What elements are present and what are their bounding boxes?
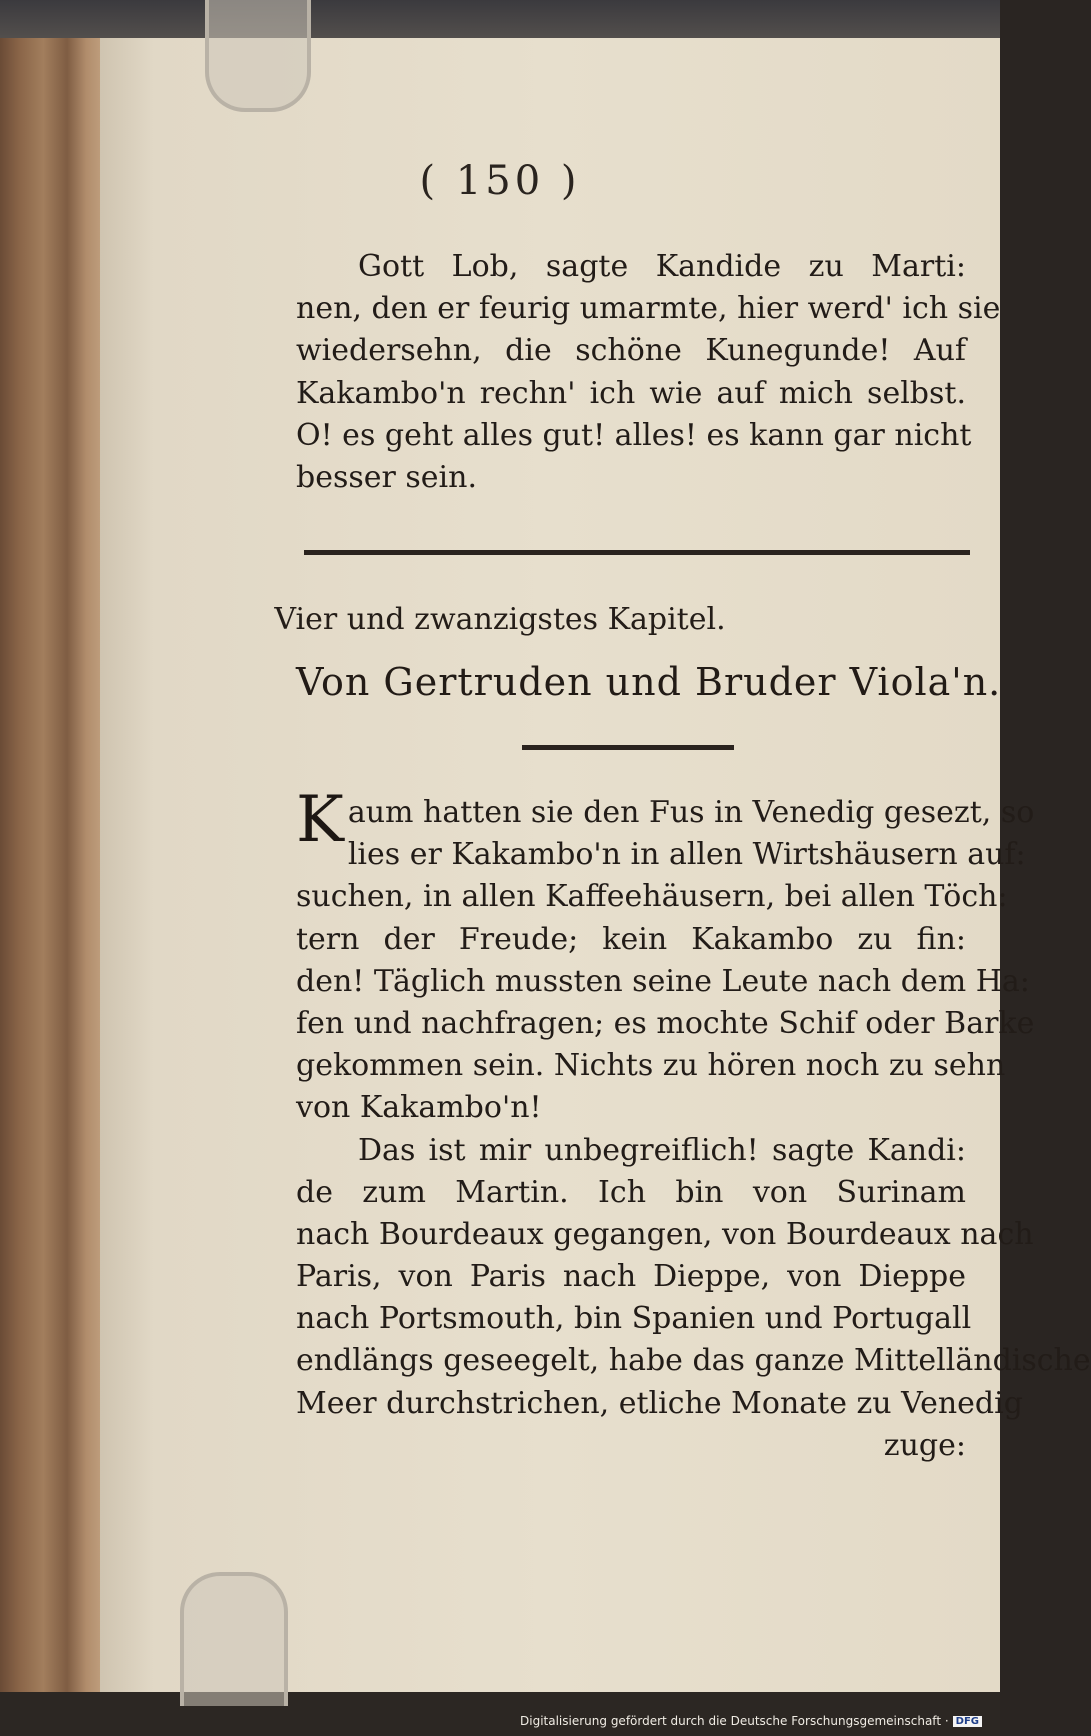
catchword: zuge: (883, 1427, 966, 1463)
paragraph-closing (296, 246, 1001, 499)
book-edge (0, 38, 108, 1698)
text-line: suchen, in allen Kaffeehäusern, bei allen Töch: (296, 879, 1008, 915)
text-line: von Kakambo'n! (296, 1090, 542, 1126)
first-line-text: aum hatten sie den Fus in Venedig gesezt, so (347, 795, 1035, 830)
text-line: nach Bourdeaux gegangen, von Bourdeaux nach (296, 1216, 1034, 1252)
text-line: nen, den er feurig umarmte, hier werd' ich sie (296, 291, 1001, 327)
section-divider (304, 550, 970, 555)
text-line: O! es geht alles gut! alles! es kann gar nicht (296, 417, 972, 453)
scan-background-top (0, 0, 1000, 42)
text-line: besser sein. (296, 459, 477, 495)
text-line: tern der Freude; kein Kakambo zu fin: (296, 921, 966, 957)
title-divider (522, 745, 734, 750)
page-clip-bottom (180, 1572, 288, 1706)
footer-credit (520, 1714, 982, 1728)
text-line: Meer durchstrichen, etliche Monate zu Venedig (296, 1385, 1023, 1421)
text-line: gekommen sein. Nichts zu hören noch zu sehn (296, 1048, 1006, 1084)
dfg-logo: DFG (953, 1716, 982, 1727)
text-line: wiedersehn, die schöne Kunegunde! Auf (296, 333, 966, 369)
page-clip-top (205, 0, 311, 112)
chapter-title: Von Gertruden und Bruder Viola'n. (296, 660, 1002, 704)
chapter-number: Vier und zwanzigstes Kapitel. (274, 602, 726, 637)
text-line: Kakambo'n rechn' ich wie auf mich selbst. (296, 375, 966, 411)
text-line: de zum Martin. Ich bin von Surinam (296, 1174, 966, 1210)
paragraph-chapter-start (296, 783, 1091, 1467)
page-number: ( 150 ) (419, 158, 581, 204)
text-line: Paris, von Paris nach Dieppe, von Dieppe (296, 1259, 966, 1295)
footer-text: Digitalisierung gefördert durch die Deutsche Forschungsgemeinschaft · (520, 1714, 949, 1728)
text-line: endlängs geseegelt, habe das ganze Mittelländische (296, 1343, 1091, 1379)
text-line: den! Täglich mussten seine Leute nach dem Ha: (296, 963, 1030, 999)
text-line: fen und nachfragen; es mochte Schif oder Barke (296, 1005, 1035, 1041)
text-line: Das ist mir unbegreiflich! sagte Kandi: (358, 1132, 966, 1168)
drop-cap: K (296, 783, 344, 857)
text-line: nach Portsmouth, bin Spanien und Portugall (296, 1301, 972, 1337)
text-line: Gott Lob, sagte Kandide zu Marti: (358, 249, 966, 284)
text-line: lies er Kakambo'n in allen Wirtshäusern auf: (347, 837, 1026, 873)
